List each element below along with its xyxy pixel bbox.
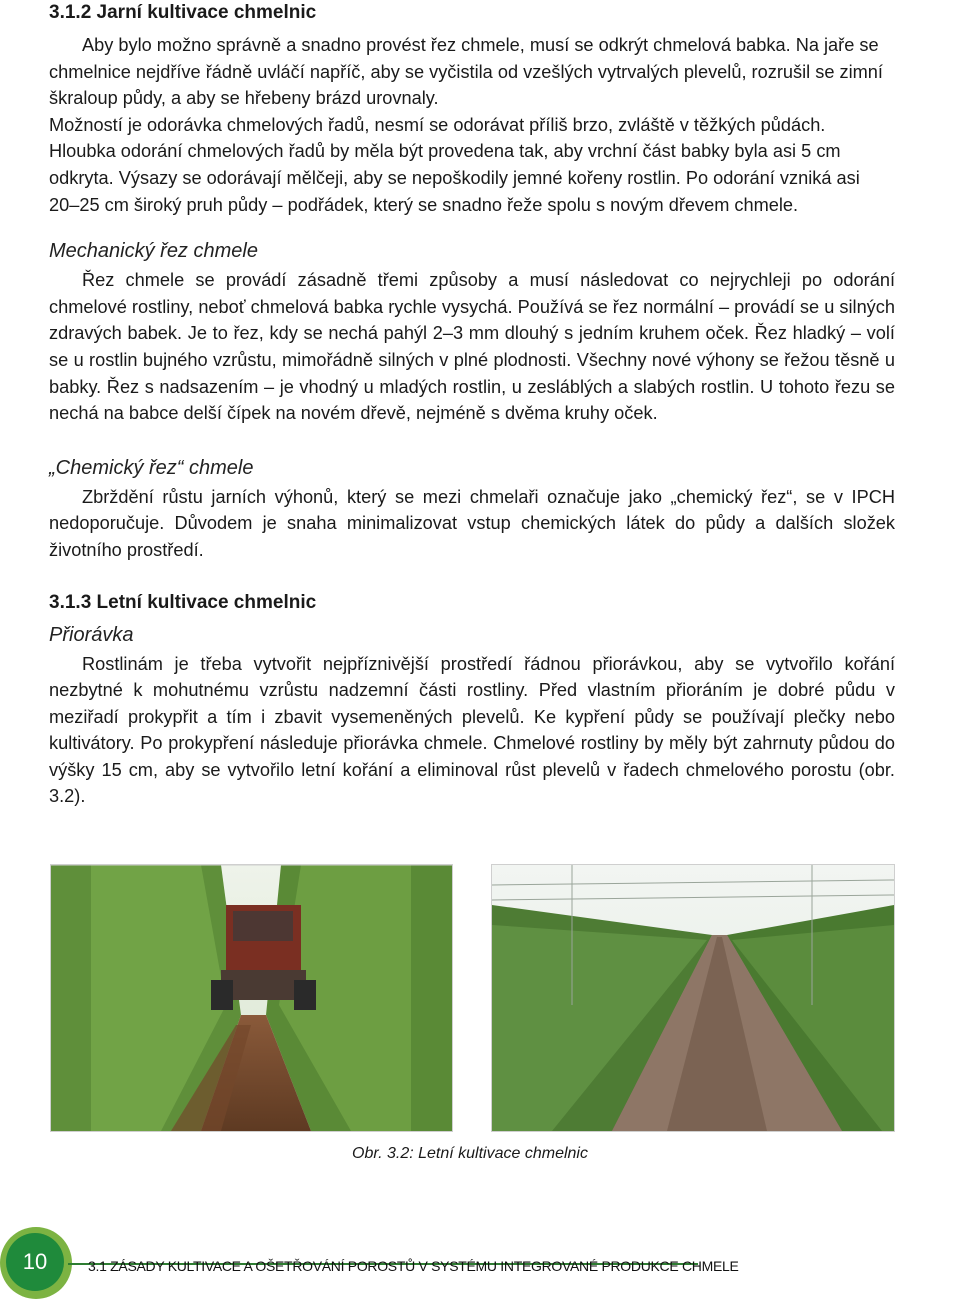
- heading-3-1-2: 3.1.2 Jarní kultivace chmelnic: [49, 2, 317, 23]
- paragraph-chemical-cut: Zbrždění růstu jarních výhonů, který se mezi chmelaři označuje jako „chemický řez“, se v IPCH nedoporučuje. Důvodem je snaha minimalizovat vstup chemických látek do půdy a dalších složek životního prostředí.: [49, 486, 895, 560]
- photo-tractor-in-hop-rows: [50, 864, 453, 1132]
- page-content: [49, 0, 895, 810]
- tractor-photo-illustration: [51, 865, 452, 1131]
- paragraph-spring-1: Aby bylo možno správně a snadno provést řez chmele, musí se odkrýt chmelová babka. Na jaře se chmelnice nejdříve řádně uvláčí napříč, aby se vyčistila od vzešlých vytrvalých plevelů, rozrušil se zimní škraloup půdy, a aby se hřebeny brázd urovnaly.: [49, 35, 883, 109]
- heading-3-1-3: 3.1.3 Letní kultivace chmelnic: [49, 591, 317, 613]
- page-number: 10: [6, 1233, 64, 1291]
- paragraph-spring-2: Možností je odorávka chmelových řadů, nesmí se odorávat příliš brzo, zvláště v těžkých půdách. Hloubka odorání chmelových řadů by měla být provedena tak, aby vrchní část babky byla asi 5 cm odkryta. Výsazy se odorávají mělčeji, aby se nepoškodily jemné kořeny rostlin. Po odorání vzniká asi 20–25 cm široký pruh půdy – podřádek, který se snadno řeže spolu s novým dřevem chmele.: [49, 114, 860, 215]
- heading-chemical-cut: „Chemický řez“ chmele: [49, 456, 254, 479]
- heading-mechanical-cut: Mechanický řez chmele: [49, 240, 258, 263]
- heading-priorávka: Přiorávka: [49, 623, 134, 646]
- photo-hop-field-rows: [491, 864, 895, 1132]
- hop-field-photo-illustration: [492, 865, 894, 1131]
- page-number-badge: [0, 1227, 72, 1299]
- paragraph-mechanical-cut: Řez chmele se provádí zásadně třemi způsoby a musí následovat co nejrychleji po odorání chmelové rostliny, neboť chmelová babka rychle vysychá. Používá se řez normální – provádí se u silných zdravých babek. Je to řez, kdy se nechá pahýl 2–3 mm dlouhý s jedním kruhem oček. Řez hladký – volí se u rostlin bujného vzrůstu, mimořádně silných v plné plodnosti. Všechny nové výhony se řežou těsně u babky. Řez s nadsazením – je vhodný u mladých rostlin, u zesláblých a slabých rostlin. U tohoto řezu se nechá na babce delší čípek na novém dřevě, nejméně s dvěma kruhy oček.: [49, 270, 895, 424]
- figure-photos: [0, 864, 960, 1134]
- paragraph-priorávka: Rostlinám je třeba vytvořit nejpříznivější prostředí řádnou přiorávkou, aby se vytvořilo kořání nezbytné k mohutnému vzrůstu nadzemní části rostliny. Před vlastním přioráním je dobré půdu v meziřadí prokypřit a tím i zbavit vysemeněných plevelů. Ke kypření půdy se používají plečky nebo kultivátory. Po prokypření následuje přiorávka chmele. Chmelové rostliny by měly být zahrnuty půdou do výšky 15 cm, aby se vytvořilo letní kořání a eliminoval růst plevelů v řadech chmelového porostu (obr. 3.2).: [49, 653, 895, 807]
- footer-chapter-title: 3.1 ZÁSADY KULTIVACE A OŠETŘOVÁNÍ POROSTŮ V SYSTÉMU INTEGROVANÉ PRODUKCE CHMELE: [88, 1258, 739, 1274]
- page-footer: [0, 1227, 960, 1307]
- figure-caption: Obr. 3.2: Letní kultivace chmelnic: [352, 1145, 588, 1162]
